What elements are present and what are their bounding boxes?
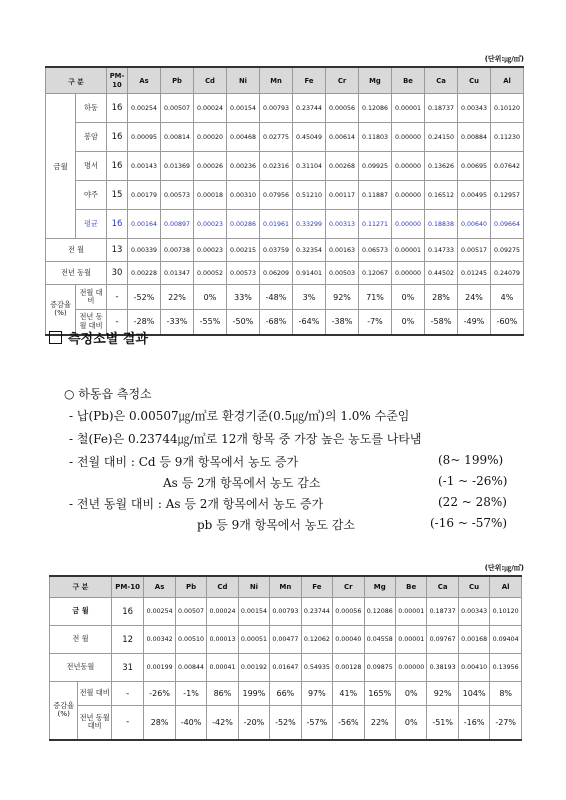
- value-cell: 0.00215: [227, 239, 260, 262]
- value-cell: 0.00026: [194, 152, 227, 181]
- value-cell: 0.00179: [128, 181, 161, 210]
- site-label: 봉암: [76, 123, 107, 152]
- header-cu: Cu: [458, 576, 489, 598]
- table-row: [50, 706, 522, 740]
- percent-cell: 0%: [392, 310, 425, 335]
- percent-cell: -1%: [175, 682, 206, 706]
- value-cell: 0.00199: [144, 654, 175, 682]
- value-cell: 0.06573: [359, 239, 392, 262]
- value-cell: 0.12062: [301, 626, 332, 654]
- table-row: [50, 626, 522, 654]
- percent-cell: 22%: [161, 285, 194, 310]
- value-cell: 0.09875: [364, 654, 395, 682]
- header-cd: Cd: [194, 67, 227, 94]
- site-label: 평균: [76, 210, 107, 239]
- range-prev-month-increase: (8~ 199%): [438, 453, 504, 467]
- percent-cell: 22%: [364, 706, 395, 740]
- value-cell: 0.00001: [392, 239, 425, 262]
- value-cell: 0.09925: [359, 152, 392, 181]
- value-cell: 0.00228: [128, 262, 161, 285]
- pm10-cell: 16: [107, 152, 128, 181]
- site-heading: ○ 하동읍 측정소: [64, 387, 152, 401]
- pm10-cell: 16: [107, 123, 128, 152]
- table-row: [50, 598, 522, 626]
- change-row-label: 전년 동월 대비: [76, 310, 107, 335]
- header-cr: Cr: [326, 67, 359, 94]
- row-label: 금 월: [50, 598, 112, 626]
- percent-cell: 71%: [359, 285, 392, 310]
- value-cell: 0.10120: [491, 94, 524, 123]
- value-cell: 0.00573: [161, 181, 194, 210]
- range-prev-month-decrease: (-1 ~ -26%): [438, 474, 508, 488]
- header-ca: Ca: [427, 576, 458, 598]
- pm10-cell: -: [107, 285, 128, 310]
- row-label-prev-month: 전 월: [46, 239, 107, 262]
- percent-cell: -28%: [128, 310, 161, 335]
- value-cell: 0.00507: [175, 598, 206, 626]
- table-row: [46, 285, 524, 310]
- percent-cell: 41%: [333, 682, 364, 706]
- value-cell: 0.02775: [260, 123, 293, 152]
- value-cell: 0.00477: [270, 626, 301, 654]
- value-cell: 0.11230: [491, 123, 524, 152]
- value-cell: 0.00310: [227, 181, 260, 210]
- pm10-cell: 30: [107, 262, 128, 285]
- checkbox-square-icon: [49, 331, 62, 344]
- percent-cell: 86%: [207, 682, 238, 706]
- value-cell: 0.01647: [270, 654, 301, 682]
- header-mg: Mg: [364, 576, 395, 598]
- change-row-label: 전년 동월 대비: [78, 706, 111, 740]
- value-cell: 0.54935: [301, 654, 332, 682]
- site-label: 야주: [76, 181, 107, 210]
- value-cell: 0.18737: [425, 94, 458, 123]
- value-cell: 0.01369: [161, 152, 194, 181]
- value-cell: 0.06209: [260, 262, 293, 285]
- percent-cell: -55%: [194, 310, 227, 335]
- percent-cell: -50%: [227, 310, 260, 335]
- value-cell: 0.10120: [490, 598, 522, 626]
- value-cell: 0.00001: [395, 626, 426, 654]
- value-cell: 0.51210: [293, 181, 326, 210]
- value-cell: 0.00024: [194, 94, 227, 123]
- header-cr: Cr: [333, 576, 364, 598]
- row-label-prev-year: 전년 동월: [46, 262, 107, 285]
- value-cell: 0.44502: [425, 262, 458, 285]
- header-mn: Mn: [270, 576, 301, 598]
- percent-cell: -49%: [458, 310, 491, 335]
- value-cell: 0.07642: [491, 152, 524, 181]
- header-pm10: PM- 10: [107, 67, 128, 94]
- percent-cell: -26%: [144, 682, 175, 706]
- header-pb: Pb: [175, 576, 206, 598]
- value-cell: 0.00154: [227, 94, 260, 123]
- change-rate-label: 증감율 (%): [46, 285, 76, 335]
- bullet-prev-year-increase: - 전년 동월 대비 : As 등 2개 항목에서 농도 증가: [69, 497, 324, 511]
- hadong-site-table: [49, 575, 522, 741]
- value-cell: 0.18838: [425, 210, 458, 239]
- value-cell: 0.00143: [128, 152, 161, 181]
- value-cell: 0.00000: [392, 262, 425, 285]
- bullet-prev-month-decrease: As 등 2개 항목에서 농도 감소: [163, 476, 321, 490]
- bullet-pb: - 납(Pb)은 0.00507㎍/㎥로 환경기준(0.5㎍/㎥)의 1.0% 수준임: [69, 409, 410, 423]
- pm10-cell: 31: [111, 654, 143, 682]
- value-cell: 0.00163: [326, 239, 359, 262]
- value-cell: 0.00001: [392, 94, 425, 123]
- group-label-current-month: 금월: [46, 94, 76, 239]
- value-cell: 0.00517: [458, 239, 491, 262]
- value-cell: 0.00844: [175, 654, 206, 682]
- percent-cell: -58%: [425, 310, 458, 335]
- value-cell: 0.01347: [161, 262, 194, 285]
- percent-cell: 0%: [194, 285, 227, 310]
- site-label: 하동: [76, 94, 107, 123]
- table-row: [50, 654, 522, 682]
- value-cell: 0.00192: [238, 654, 269, 682]
- percent-cell: 66%: [270, 682, 301, 706]
- value-cell: 0.00343: [458, 598, 489, 626]
- percent-cell: 92%: [427, 682, 458, 706]
- row-label: 전 월: [50, 626, 112, 654]
- value-cell: 0.00154: [238, 598, 269, 626]
- value-cell: 0.01245: [458, 262, 491, 285]
- range-prev-year-decrease: (-16 ~ -57%): [430, 516, 508, 530]
- table-row: [46, 94, 524, 123]
- percent-cell: -52%: [128, 285, 161, 310]
- value-cell: 0.00000: [392, 123, 425, 152]
- section-title: [49, 328, 148, 347]
- percent-cell: 28%: [425, 285, 458, 310]
- value-cell: 0.00040: [333, 626, 364, 654]
- value-cell: 0.00339: [128, 239, 161, 262]
- value-cell: 0.00254: [128, 94, 161, 123]
- value-cell: 0.13956: [490, 654, 522, 682]
- percent-cell: -56%: [333, 706, 364, 740]
- percent-cell: 165%: [364, 682, 395, 706]
- value-cell: 0.00897: [161, 210, 194, 239]
- value-cell: 0.00023: [194, 210, 227, 239]
- value-cell: 0.00128: [333, 654, 364, 682]
- percent-cell: -68%: [260, 310, 293, 335]
- value-cell: 0.00056: [326, 94, 359, 123]
- value-cell: 0.32354: [293, 239, 326, 262]
- percent-cell: 24%: [458, 285, 491, 310]
- monthly-metals-table: [45, 66, 524, 336]
- percent-cell: 0%: [395, 682, 426, 706]
- pm10-cell: 16: [107, 210, 128, 239]
- value-cell: 0.00168: [458, 626, 489, 654]
- value-cell: 0.00117: [326, 181, 359, 210]
- percent-cell: -33%: [161, 310, 194, 335]
- pm10-cell: 15: [107, 181, 128, 210]
- header-category: 구 분: [50, 576, 112, 598]
- percent-cell: -57%: [301, 706, 332, 740]
- change-row-label: 전월 대비: [78, 682, 111, 706]
- value-cell: 0.00018: [194, 181, 227, 210]
- value-cell: 0.00001: [395, 598, 426, 626]
- pm10-cell: 16: [111, 598, 143, 626]
- value-cell: 0.02316: [260, 152, 293, 181]
- value-cell: 0.13626: [425, 152, 458, 181]
- header-as: As: [144, 576, 175, 598]
- table-row: [46, 210, 524, 239]
- value-cell: 0.03759: [260, 239, 293, 262]
- header-al: Al: [491, 67, 524, 94]
- table-row: [46, 262, 524, 285]
- percent-cell: 199%: [238, 682, 269, 706]
- value-cell: 0.00052: [194, 262, 227, 285]
- value-cell: 0.00695: [458, 152, 491, 181]
- site-label: 명서: [76, 152, 107, 181]
- value-cell: 0.00510: [175, 626, 206, 654]
- percent-cell: -51%: [427, 706, 458, 740]
- value-cell: 0.00814: [161, 123, 194, 152]
- value-cell: 0.00614: [326, 123, 359, 152]
- header-mn: Mn: [260, 67, 293, 94]
- value-cell: 0.00000: [392, 210, 425, 239]
- pm10-cell: 13: [107, 239, 128, 262]
- value-cell: 0.00023: [194, 239, 227, 262]
- header-cd: Cd: [207, 576, 238, 598]
- value-cell: 0.00343: [458, 94, 491, 123]
- header-ca: Ca: [425, 67, 458, 94]
- pm10-cell: 12: [111, 626, 143, 654]
- table-row: [46, 152, 524, 181]
- value-cell: 0.01961: [260, 210, 293, 239]
- unit-label-bottom: (단위:㎍/㎥): [484, 564, 524, 572]
- value-cell: 0.00640: [458, 210, 491, 239]
- value-cell: 0.00164: [128, 210, 161, 239]
- value-cell: 0.07956: [260, 181, 293, 210]
- value-cell: 0.00254: [144, 598, 175, 626]
- value-cell: 0.12086: [359, 94, 392, 123]
- value-cell: 0.00051: [238, 626, 269, 654]
- value-cell: 0.00236: [227, 152, 260, 181]
- percent-cell: -42%: [207, 706, 238, 740]
- row-label: 전년동월: [50, 654, 112, 682]
- change-rate-label: 증감율 (%): [50, 682, 78, 740]
- percent-cell: 28%: [144, 706, 175, 740]
- percent-cell: 3%: [293, 285, 326, 310]
- value-cell: 0.00286: [227, 210, 260, 239]
- value-cell: 0.00793: [260, 94, 293, 123]
- value-cell: 0.12957: [491, 181, 524, 210]
- percent-cell: -38%: [326, 310, 359, 335]
- percent-cell: 0%: [392, 285, 425, 310]
- value-cell: 0.00342: [144, 626, 175, 654]
- table-row: [46, 239, 524, 262]
- percent-cell: 92%: [326, 285, 359, 310]
- value-cell: 0.00056: [333, 598, 364, 626]
- value-cell: 0.00884: [458, 123, 491, 152]
- table-row: [50, 682, 522, 706]
- value-cell: 0.00313: [326, 210, 359, 239]
- percent-cell: 33%: [227, 285, 260, 310]
- value-cell: 0.11803: [359, 123, 392, 152]
- percent-cell: -64%: [293, 310, 326, 335]
- header-category: 구 분: [46, 67, 107, 94]
- section-title-text: 측정소별 결과: [68, 332, 148, 347]
- pm10-cell: -: [111, 682, 143, 706]
- table-row: [46, 123, 524, 152]
- header-al: Al: [490, 576, 522, 598]
- header-cu: Cu: [458, 67, 491, 94]
- value-cell: 0.45049: [293, 123, 326, 152]
- value-cell: 0.12067: [359, 262, 392, 285]
- table-row: [46, 181, 524, 210]
- pm10-cell: -: [107, 310, 128, 335]
- value-cell: 0.00268: [326, 152, 359, 181]
- header-fe: Fe: [301, 576, 332, 598]
- value-cell: 0.11887: [359, 181, 392, 210]
- value-cell: 0.11271: [359, 210, 392, 239]
- percent-cell: 97%: [301, 682, 332, 706]
- percent-cell: 4%: [491, 285, 524, 310]
- value-cell: 0.00573: [227, 262, 260, 285]
- value-cell: 0.00024: [207, 598, 238, 626]
- header-ni: Ni: [227, 67, 260, 94]
- value-cell: 0.00000: [392, 181, 425, 210]
- value-cell: 0.00000: [395, 654, 426, 682]
- header-pm10: PM-10: [111, 576, 143, 598]
- value-cell: 0.00041: [207, 654, 238, 682]
- value-cell: 0.18737: [427, 598, 458, 626]
- header-be: Be: [395, 576, 426, 598]
- value-cell: 0.00503: [326, 262, 359, 285]
- value-cell: 0.00013: [207, 626, 238, 654]
- value-cell: 0.00095: [128, 123, 161, 152]
- bullet-prev-month-increase: - 전월 대비 : Cd 등 9개 항목에서 농도 증가: [69, 455, 299, 469]
- header-be: Be: [392, 67, 425, 94]
- change-row-label: 전월 대비: [76, 285, 107, 310]
- value-cell: 0.24150: [425, 123, 458, 152]
- value-cell: 0.23744: [301, 598, 332, 626]
- value-cell: 0.23744: [293, 94, 326, 123]
- range-prev-year-increase: (22 ~ 28%): [438, 495, 507, 509]
- percent-cell: 8%: [490, 682, 522, 706]
- value-cell: 0.00738: [161, 239, 194, 262]
- header-mg: Mg: [359, 67, 392, 94]
- value-cell: 0.31104: [293, 152, 326, 181]
- percent-cell: -7%: [359, 310, 392, 335]
- percent-cell: -52%: [270, 706, 301, 740]
- percent-cell: 104%: [458, 682, 489, 706]
- value-cell: 0.00020: [194, 123, 227, 152]
- value-cell: 0.38193: [427, 654, 458, 682]
- value-cell: 0.09404: [490, 626, 522, 654]
- unit-label-top: (단위:㎍/㎥): [484, 55, 524, 63]
- value-cell: 0.91401: [293, 262, 326, 285]
- pm10-cell: -: [111, 706, 143, 740]
- percent-cell: -60%: [491, 310, 524, 335]
- percent-cell: -20%: [238, 706, 269, 740]
- percent-cell: -48%: [260, 285, 293, 310]
- percent-cell: -40%: [175, 706, 206, 740]
- value-cell: 0.09275: [491, 239, 524, 262]
- value-cell: 0.00793: [270, 598, 301, 626]
- value-cell: 0.04558: [364, 626, 395, 654]
- header-pb: Pb: [161, 67, 194, 94]
- header-ni: Ni: [238, 576, 269, 598]
- value-cell: 0.00410: [458, 654, 489, 682]
- bullet-fe: - 철(Fe)은 0.23744㎍/㎥로 12개 항목 중 가장 높은 농도를 나타냄: [69, 432, 422, 446]
- value-cell: 0.00000: [392, 152, 425, 181]
- percent-cell: -16%: [458, 706, 489, 740]
- value-cell: 0.09767: [427, 626, 458, 654]
- value-cell: 0.00495: [458, 181, 491, 210]
- value-cell: 0.14733: [425, 239, 458, 262]
- value-cell: 0.33299: [293, 210, 326, 239]
- header-fe: Fe: [293, 67, 326, 94]
- percent-cell: -27%: [490, 706, 522, 740]
- value-cell: 0.24079: [491, 262, 524, 285]
- pm10-cell: 16: [107, 94, 128, 123]
- value-cell: 0.00507: [161, 94, 194, 123]
- value-cell: 0.16512: [425, 181, 458, 210]
- bullet-prev-year-decrease: pb 등 9개 항목에서 농도 감소: [197, 518, 355, 532]
- percent-cell: 0%: [395, 706, 426, 740]
- value-cell: 0.12086: [364, 598, 395, 626]
- header-as: As: [128, 67, 161, 94]
- value-cell: 0.09664: [491, 210, 524, 239]
- value-cell: 0.00468: [227, 123, 260, 152]
